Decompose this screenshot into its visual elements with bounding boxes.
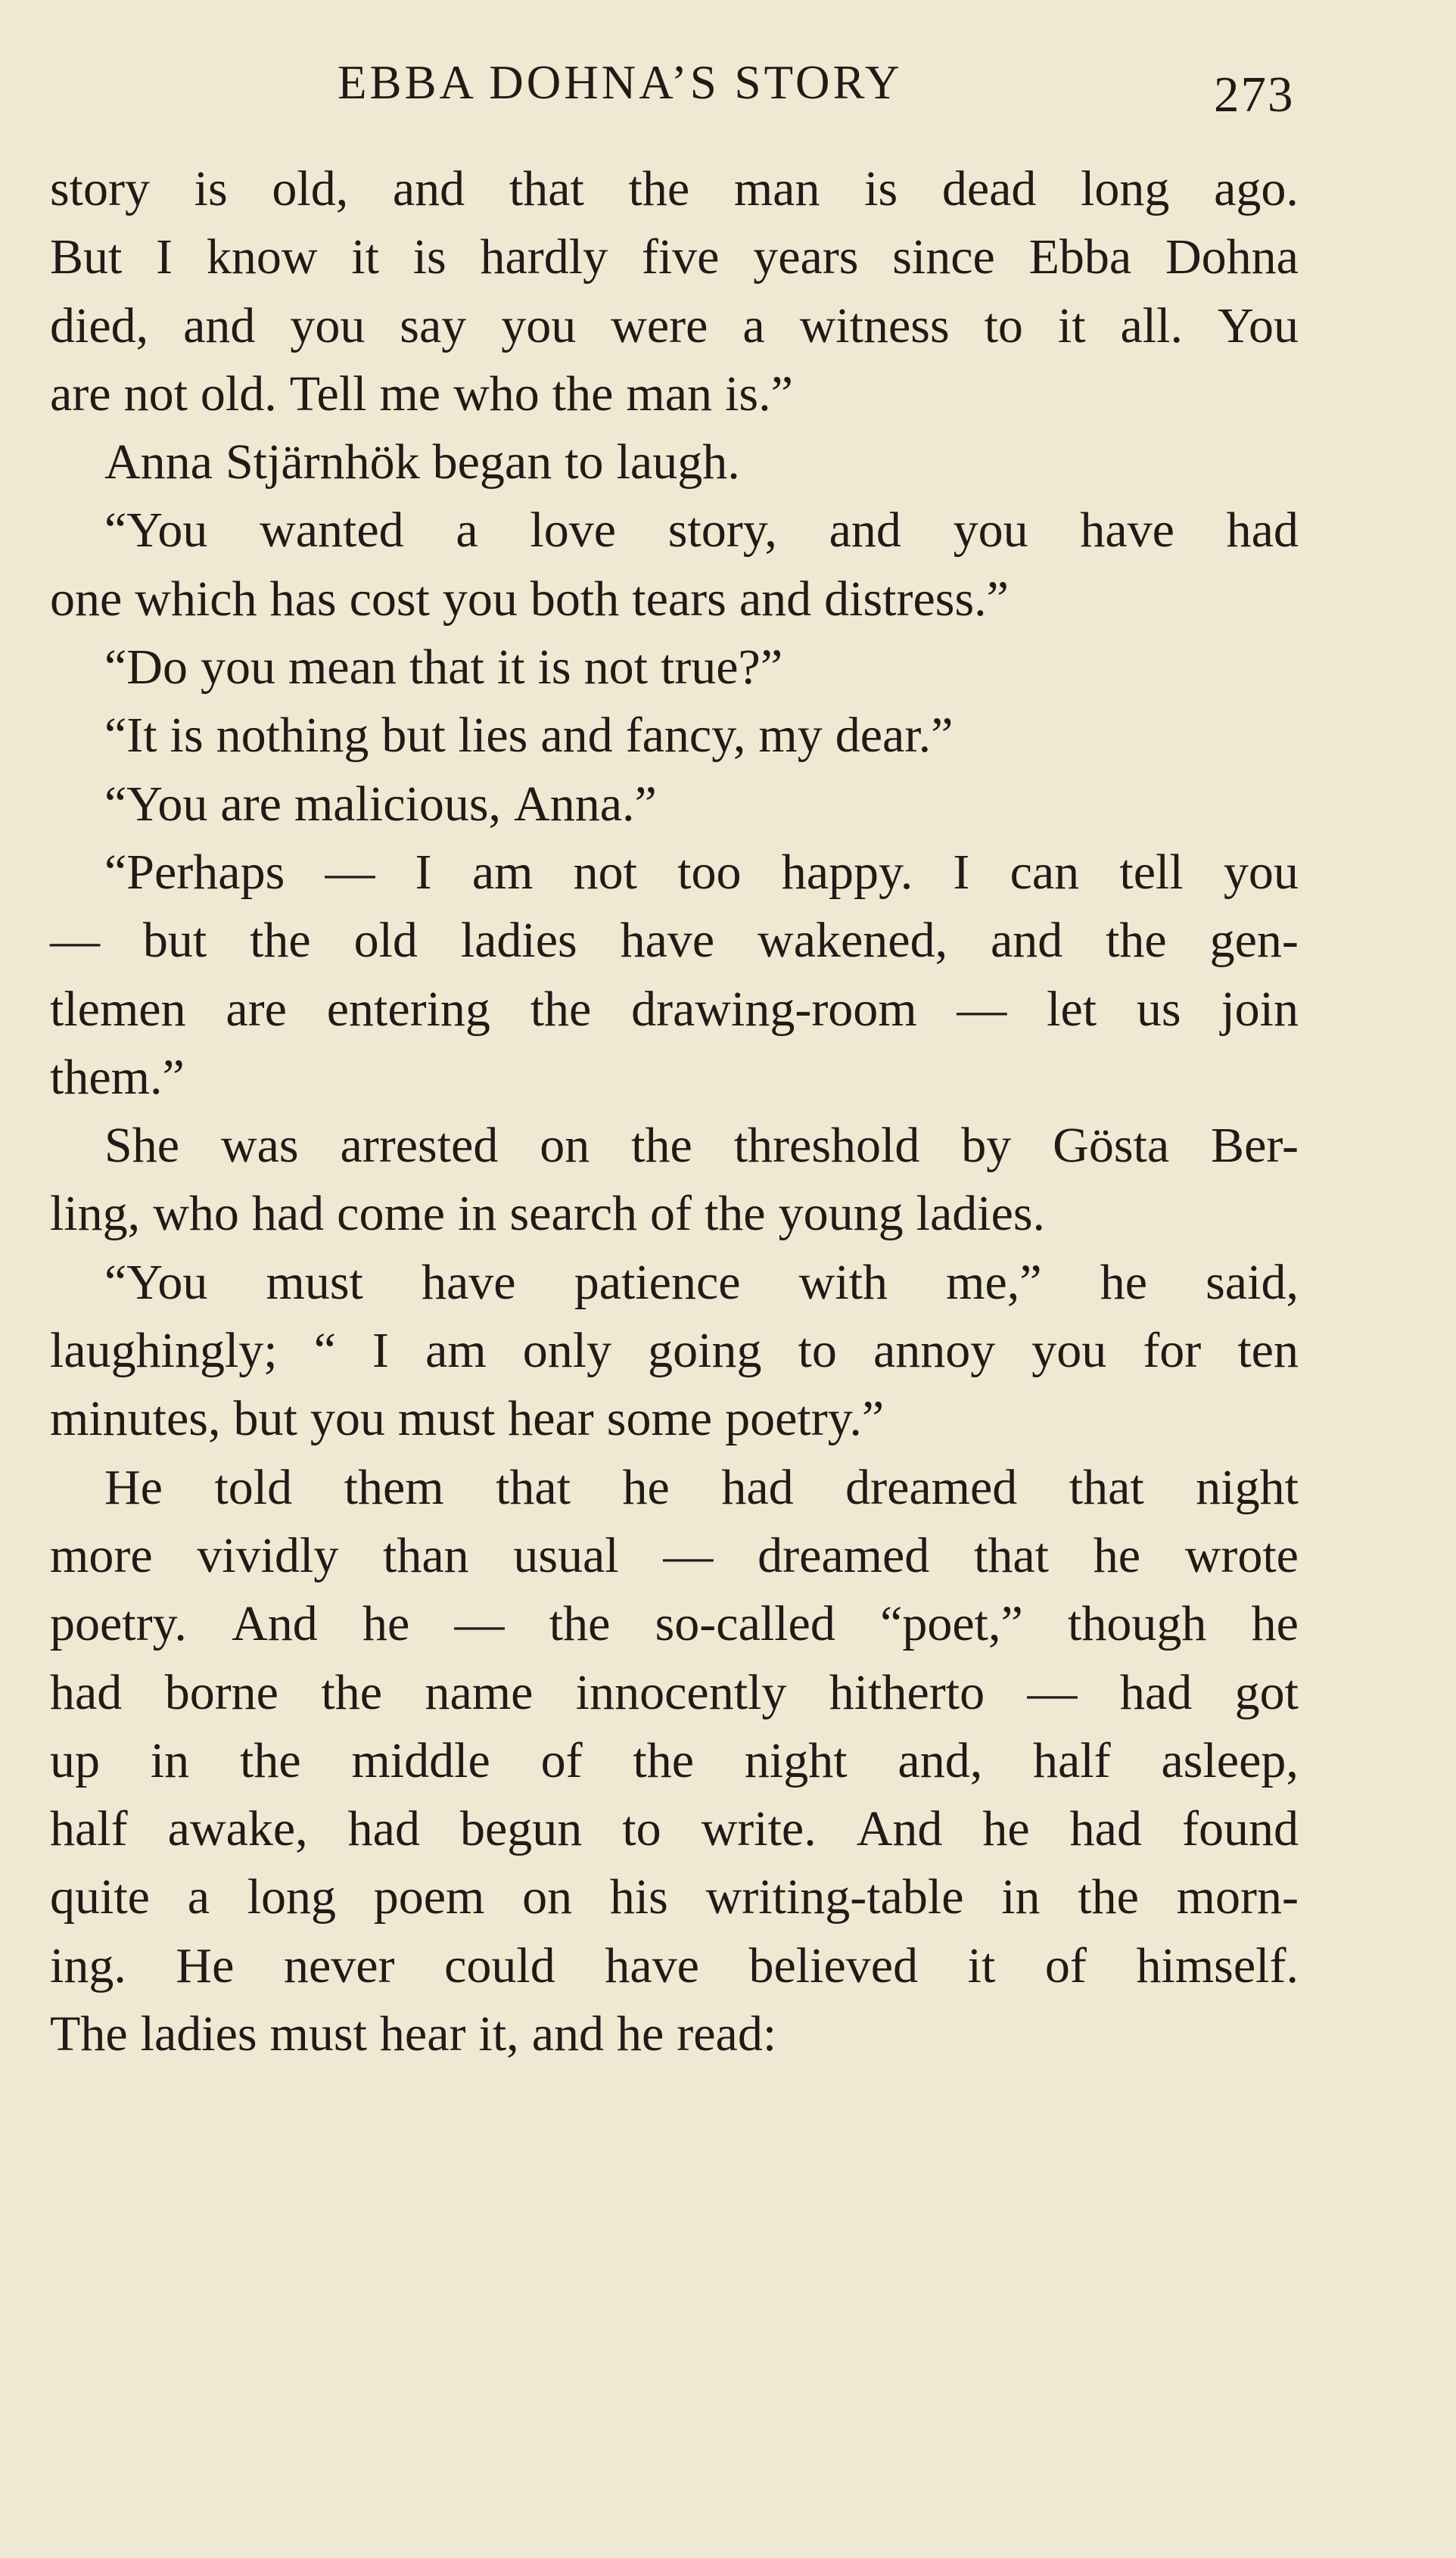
text-line: are not old. Tell me who the man is.” [50, 366, 793, 422]
text-line: “It is nothing but lies and fancy, my dear.” [104, 708, 954, 764]
text-line: But I know it is hardly five years since Ebba Dohna [50, 229, 1299, 285]
text-line: “You must have patience with me,” he said, [104, 1254, 1299, 1310]
text-line: minutes, but you must hear some poetry.” [50, 1391, 885, 1447]
text-line: — but the old ladies have wakened, and the gen- [50, 913, 1299, 969]
text-line: “Do you mean that it is not true?” [104, 640, 783, 696]
text-line: The ladies must hear it, and he read: [50, 2006, 777, 2062]
text-line: had borne the name innocently hitherto — had got [50, 1664, 1299, 1720]
text-line: Anna Stjärnhök began to laugh. [104, 434, 740, 490]
page-number: 273 [1214, 67, 1295, 123]
text-line: She was arrested on the threshold by Gösta Ber- [104, 1118, 1299, 1174]
body-text [50, 155, 1299, 2068]
text-line: poetry. And he — the so-called “poet,” though he [50, 1596, 1299, 1652]
text-line: up in the middle of the night and, half asleep, [50, 1732, 1299, 1788]
text-line: laughingly; “ I am only going to annoy you for ten [50, 1323, 1299, 1379]
running-title: EBBA DOHNA’S STORY [338, 56, 903, 109]
text-line: more vividly than usual — dreamed that he wrote [50, 1527, 1299, 1583]
text-line: “Perhaps — I am not too happy. I can tell you [104, 844, 1299, 900]
text-line: them.” [50, 1049, 185, 1105]
text-line: tlemen are entering the drawing-room — let us join [50, 981, 1299, 1037]
text-line: half awake, had begun to write. And he had found [50, 1801, 1299, 1857]
text-line: “You are malicious, Anna.” [104, 776, 657, 832]
text-line: He told them that he had dreamed that night [104, 1459, 1299, 1515]
text-line: ling, who had come in search of the young ladies. [50, 1186, 1046, 1242]
text-line: quite a long poem on his writing-table in the morn- [50, 1869, 1299, 1925]
text-line: one which has cost you both tears and distress.” [50, 571, 1009, 627]
text-line: ing. He never could have believed it of himself. [50, 1937, 1299, 1993]
text-line: story is old, and that the man is dead long ago. [50, 161, 1299, 216]
text-line: “You wanted a love story, and you have had [104, 503, 1299, 559]
text-line: died, and you say you were a witness to it all. You [50, 297, 1299, 353]
